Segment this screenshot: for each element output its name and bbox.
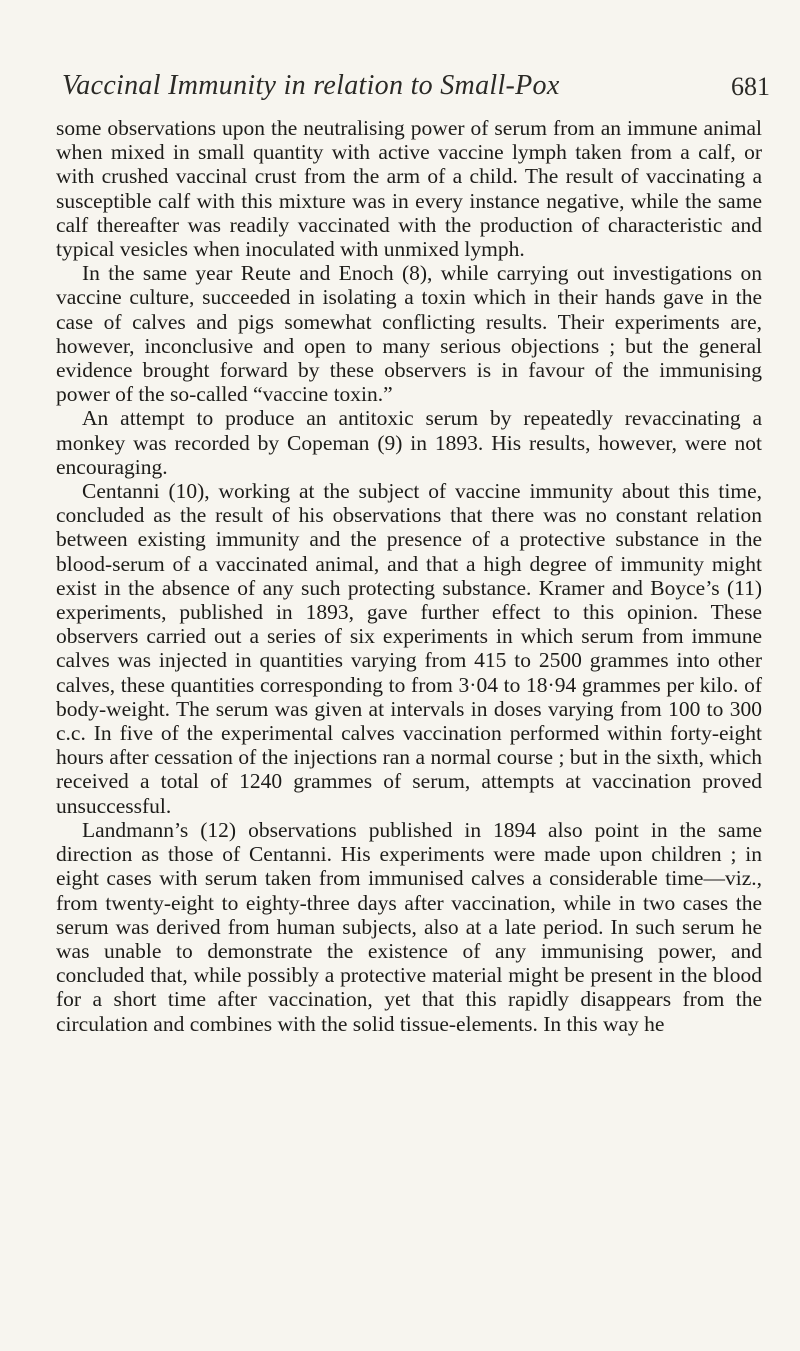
running-title: Vaccinal Immunity in relation to Small-Pox: [62, 70, 560, 101]
page-number: 681: [731, 72, 770, 101]
paragraph-centanni: Centanni (10), working at the subject of vaccine immunity about this time, concluded as the result of his observations that there was no constant relation between existing immunity and the presence of a protective substance in the blood-serum of a vaccinated animal, and that a high degree of immunity might exist in the absence of any such protecting substance. Kramer and Boyce’s (11) experiments, published in 1893, gave further effect to this opinion. These observers carried out a series of six experiments in which serum from immune calves was injected in quantities varying from 415 to 2500 grammes into other calves, these quantities corresponding to from 3·04 to 18·94 grammes per kilo. of body-weight. The serum was given at intervals in doses varying from 100 to 300 c.c. In five of the experimental calves vaccination performed within forty-eight hours after cessation of the injections ran a normal course ; but in the sixth, which received a total of 1240 grammes of serum, attempts at vaccination proved unsuccessful.: [56, 479, 762, 818]
paragraph-reute-enoch: In the same year Reute and Enoch (8), while carrying out investigations on vaccine culture, succeeded in isolating a toxin which in their hands gave in the case of calves and pigs somewhat conflicting results. Their experiments are, however, inconclusive and open to many serious objections ; but the general evidence brought forward by these observers is in favour of the immunising power of the so-called “vaccine toxin.”: [56, 261, 762, 407]
paragraph-landmann: Landmann’s (12) observations published in 1894 also point in the same direction as those of Centanni. His experiments were made upon children ; in eight cases with serum taken from immunised calves a considerable time—viz., from twenty-eight to eighty-three days after vaccination, while in two cases the serum was derived from human subjects, also at a late period. In such serum he was unable to demonstrate the existence of any immunising power, and concluded that, while possibly a protective material might be present in the blood for a short time after vaccination, yet that this rapidly disappears from the circulation and combines with the solid tissue-elements. In this way he: [56, 817, 762, 1036]
body-text: [56, 116, 762, 1036]
page-header: [52, 70, 770, 110]
paragraph-copeman: An attempt to produce an antitoxic serum by repeatedly revaccinating a monkey was recorded by Copeman (9) in 1893. His results, however, were not encouraging.: [56, 406, 762, 479]
paragraph-continuation: some observations upon the neutralising power of serum from an immune animal when mixed in small quantity with active vaccine lymph taken from a calf, or with crushed vaccinal crust from the arm of a child. The result of vaccinating a susceptible calf with this mixture was in every instance negative, while the same calf thereafter was readily vaccinated with the production of characteristic and typical vesicles when inoculated with unmixed lymph.: [56, 116, 762, 262]
